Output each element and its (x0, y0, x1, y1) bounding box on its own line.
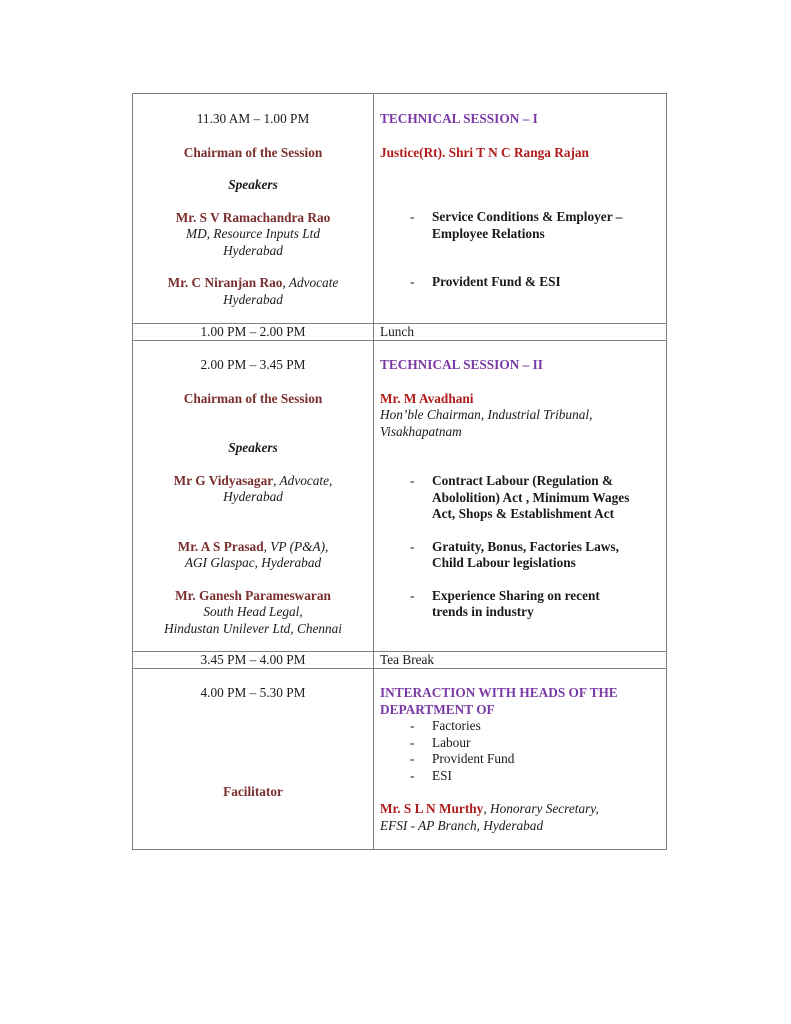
facilitator-name: Mr. S L N Murthy (380, 801, 484, 816)
speaker-name: Mr. S V Ramachandra Rao (175, 209, 331, 225)
session-2-right-cell (374, 341, 667, 652)
session-1-time: 11.30 AM – 1.00 PM (196, 111, 310, 126)
department-item: - Labour (410, 734, 471, 750)
topic-item: - Service Conditions & Employer – Employee Relations (410, 209, 623, 241)
speaker-4-name-line (133, 539, 373, 556)
table-row-interaction (133, 669, 667, 850)
dash-bullet-icon: - (410, 767, 415, 783)
session-2-chair-label: Chairman of the Session (183, 390, 323, 406)
speaker-name: Mr. A S Prasad (177, 538, 264, 554)
lunch-label: Lunch (380, 324, 414, 339)
lunch-time: 1.00 PM – 2.00 PM (200, 324, 306, 339)
tea-time: 3.45 PM – 4.00 PM (200, 652, 306, 667)
session-2-left-cell (133, 341, 374, 652)
interaction-left-cell (133, 669, 374, 850)
department-item: - ESI (410, 767, 452, 783)
facilitator-details: EFSI - AP Branch, Hyderabad (380, 817, 544, 833)
table-row-session-1 (133, 94, 667, 324)
topic-item: - Gratuity, Bonus, Factories Laws, Child Labour legislations (410, 538, 619, 570)
table-row-session-2 (133, 341, 667, 652)
tea-activity-cell (374, 652, 667, 669)
speaker-role: , Advocate (282, 275, 339, 290)
interaction-title: INTERACTION WITH HEADS OF THE (380, 685, 618, 700)
session-2-chair-detail: Hon’ble Chairman, Industrial Tribunal, (380, 407, 593, 422)
schedule-table (132, 93, 667, 850)
dash-bullet-icon: - (410, 538, 415, 554)
dash-bullet-icon: - (410, 718, 415, 733)
tea-label: Tea Break (380, 652, 435, 667)
session-1-topics (380, 209, 666, 291)
lunch-activity-cell (374, 324, 667, 341)
dash-bullet-icon: - (410, 274, 415, 289)
dash-bullet-icon: - (410, 587, 415, 603)
department-list (380, 718, 666, 784)
facilitator-name-line (380, 801, 666, 818)
dash-bullet-icon: - (410, 473, 415, 488)
session-1-right-cell (374, 94, 667, 324)
speaker-detail: Hindustan Unilever Ltd, Chennai (163, 620, 343, 636)
session-2-title: TECHNICAL SESSION – II (380, 357, 543, 372)
interaction-time: 4.00 PM – 5.30 PM (200, 685, 306, 700)
dash-bullet-icon: - (410, 734, 415, 750)
dash-bullet-icon: - (410, 209, 415, 224)
speaker-name: Mr. C Niranjan Rao (167, 275, 283, 290)
speaker-1-name-line (133, 210, 373, 227)
interaction-title: DEPARTMENT OF (380, 701, 495, 717)
speaker-3-name-line (133, 473, 373, 490)
session-2-topics (380, 473, 666, 621)
session-2-time: 2.00 PM – 3.45 PM (200, 357, 306, 372)
speaker-name: Mr. Ganesh Parameswaran (175, 587, 331, 603)
facilitator-role: , Honorary Secretary, (483, 801, 599, 816)
dash-bullet-icon: - (410, 751, 415, 766)
speaker-detail: Hyderabad (223, 489, 283, 504)
speaker-detail: MD, Resource Inputs Ltd (186, 226, 320, 241)
session-1-speakers-label: Speakers (228, 177, 278, 192)
session-1-chair-name: Justice(Rt). Shri T N C Ranga Rajan (380, 144, 589, 160)
speaker-5-name-line (133, 588, 373, 605)
speaker-detail: Hyderabad (223, 242, 283, 258)
interaction-right-cell (374, 669, 667, 850)
topic-item: - Contract Labour (Regulation & Abololition) Act , Minimum Wages Act, Shops & Establishment Act (410, 473, 630, 521)
session-1-chair-label: Chairman of the Session (183, 144, 323, 160)
session-2-speakers-label: Speakers (228, 440, 278, 455)
speaker-detail: AGI Glaspac, Hyderabad (184, 555, 322, 570)
table-row-lunch (133, 324, 667, 341)
department-item: - Provident Fund (410, 751, 515, 766)
speaker-detail: Hyderabad (223, 291, 283, 307)
tea-time-cell (133, 652, 374, 669)
session-2-chair-detail: Visakhapatnam (380, 423, 462, 439)
speaker-name: Mr G Vidyasagar (173, 472, 274, 488)
topic-item: - Provident Fund & ESI (410, 274, 561, 289)
lunch-time-cell (133, 324, 374, 341)
speaker-detail: South Head Legal, (203, 604, 303, 619)
speaker-role: , Advocate, (273, 472, 333, 488)
speaker-2-name-line (133, 275, 373, 292)
session-2-chair-name: Mr. M Avadhani (380, 390, 474, 406)
topic-item: - Experience Sharing on recent trends in industry (410, 587, 600, 619)
session-1-left-cell (133, 94, 374, 324)
department-item: - Factories (410, 718, 481, 733)
session-1-title: TECHNICAL SESSION – I (380, 111, 538, 126)
facilitator-label: Facilitator (223, 783, 283, 799)
speaker-role: , VP (P&A), (263, 538, 329, 554)
table-row-tea-break (133, 652, 667, 669)
